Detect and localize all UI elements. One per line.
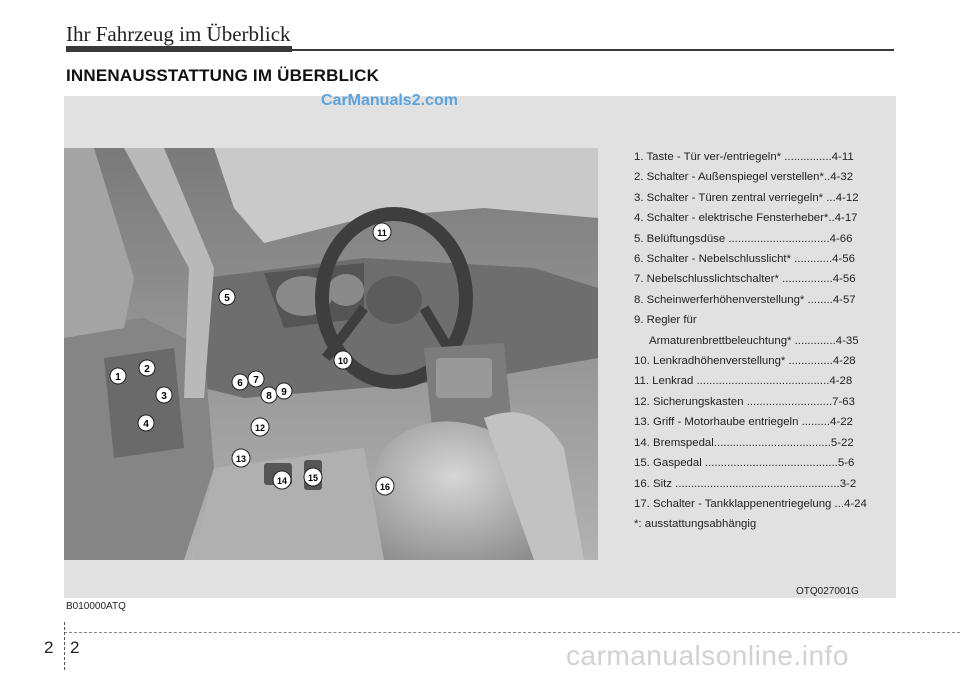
svg-text:8: 8: [266, 391, 272, 402]
legend-item: 8. Scheinwerferhöhenverstellung* ........4-57: [634, 293, 856, 306]
header-bar: [66, 46, 292, 52]
svg-text:3: 3: [161, 391, 167, 402]
interior-illustration: [64, 148, 598, 560]
interior-photo: [64, 148, 598, 560]
callout-9: [276, 383, 292, 399]
watermark-bottom[interactable]: carmanualsonline.info: [566, 640, 849, 671]
legend-item: 3. Schalter - Türen zentral verriegeln* ...4-12: [634, 191, 859, 204]
svg-text:1: 1: [115, 372, 121, 383]
section-code: B010000ATQ: [66, 601, 126, 612]
watermark-top[interactable]: CarManuals2.com: [321, 92, 458, 109]
callout-1: [110, 368, 126, 384]
legend-item: 7. Nebelschlusslichtschalter* ................4-56: [634, 273, 856, 286]
legend-item: 16. Sitz ....................................................3-2: [634, 477, 857, 490]
svg-text:10: 10: [337, 356, 349, 366]
legend-item: 10. Lenkradhöhenverstellung* ..............4-28: [634, 355, 856, 368]
legend-item: 5. Belüftungsdüse ................................4-66: [634, 232, 853, 245]
figure-code: OTQ027001G: [796, 586, 859, 597]
footer-rule: [64, 632, 960, 634]
svg-text:13: 13: [235, 454, 247, 464]
svg-text:11: 11: [377, 228, 387, 238]
svg-text:15: 15: [307, 473, 319, 483]
svg-text:6: 6: [237, 378, 243, 389]
chapter-number: 2: [44, 638, 54, 657]
legend-item: 1. Taste - Tür ver-/entriegeln* ...............4-11: [634, 151, 854, 163]
legend-item: 6. Schalter - Nebelschlusslicht* ............4-56: [634, 253, 855, 266]
section-title: INNENAUSSTATTUNG IM ÜBERBLICK: [66, 66, 380, 85]
svg-text:14: 14: [276, 476, 288, 486]
svg-text:2: 2: [144, 364, 150, 375]
legend-item: 13. Griff - Motorhaube entriegeln .........4-22: [634, 416, 853, 429]
legend-item: 9. Regler für: [634, 314, 697, 327]
callout-4: [138, 415, 154, 431]
page-number: 2: [70, 638, 80, 657]
callout-7: [248, 371, 264, 387]
legend-item: 11. Lenkrad ..........................................4-28: [634, 375, 853, 388]
svg-text:16: 16: [379, 482, 391, 492]
callout-2: [139, 360, 155, 376]
svg-text:5: 5: [224, 293, 230, 304]
legend-item-continuation: Armaturenbrettbeleuchtung* .............4-35: [649, 334, 859, 347]
header-rule: [292, 49, 894, 51]
legend-item: 14. Bremspedal.....................................5-22: [634, 436, 854, 449]
callout-3: [156, 387, 172, 403]
callout-10: [334, 351, 352, 369]
page-separator: [64, 622, 65, 670]
callout-15: [304, 468, 322, 486]
callout-12: [251, 418, 269, 436]
chapter-title: Ihr Fahrzeug im Überblick: [66, 22, 291, 46]
callout-14: [273, 471, 291, 489]
svg-text:9: 9: [281, 387, 287, 398]
svg-text:7: 7: [253, 375, 259, 386]
legend-item: 2. Schalter - Außenspiegel verstellen*..4-32: [634, 171, 854, 184]
callout-13: [232, 449, 250, 467]
component-legend: [634, 147, 886, 535]
callout-11: [373, 223, 391, 241]
callout-8: [261, 387, 277, 403]
legend-item: 17. Schalter - Tankklappenentriegelung ...4-24: [634, 497, 867, 510]
legend-item: 12. Sicherungskasten ...........................7-63: [634, 395, 855, 408]
callout-5: [219, 289, 235, 305]
svg-text:4: 4: [143, 419, 149, 430]
callout-6: [232, 374, 248, 390]
callout-16: [376, 477, 394, 495]
svg-text:12: 12: [254, 423, 266, 433]
legend-item: 15. Gaspedal ..........................................5-6: [634, 457, 855, 470]
legend-footnote: *: ausstattungsabhängig: [634, 518, 757, 531]
legend-item: 4. Schalter - elektrische Fensterheber*..4-17: [634, 212, 858, 225]
